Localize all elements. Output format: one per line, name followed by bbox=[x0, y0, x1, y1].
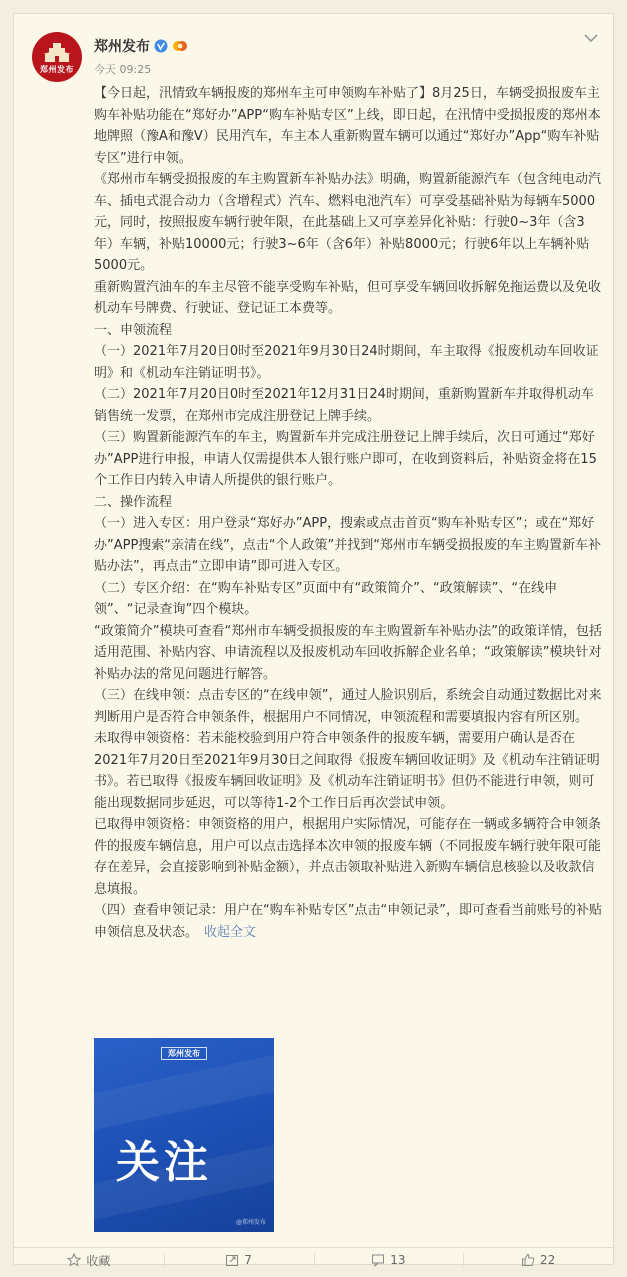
author-row bbox=[94, 36, 188, 56]
image-headline: 关注 bbox=[116, 1137, 212, 1188]
like-button[interactable] bbox=[463, 1248, 613, 1272]
comment-icon bbox=[371, 1253, 385, 1267]
like-count: 22 bbox=[539, 1253, 556, 1267]
verified-icon bbox=[154, 39, 168, 53]
section-heading: 二、操作流程 bbox=[94, 494, 173, 510]
avatar[interactable] bbox=[32, 32, 82, 82]
image-brand-label: 郑州发布 bbox=[161, 1047, 207, 1060]
repost-count: 7 bbox=[244, 1253, 252, 1267]
star-icon bbox=[67, 1253, 81, 1267]
paragraph: （三）购置新能源汽车的车主，购置新车并完成注册登记上牌手续后，次日可通过“郑好办”APP进行申报，申请人仅需提供本人银行账户即可，在收到资料后，补贴资金将在15个工作日内转入申请人所提供的银行账户。 bbox=[94, 430, 597, 488]
comment-count: 13 bbox=[390, 1253, 406, 1267]
weibo-post-card bbox=[13, 13, 614, 1268]
paragraph: 未取得申领资格：若未能校验到用户符合申领条件的报废车辆，需要用户确认是否在2021年7月20日至2021年9月30日之间取得《报废车辆回收证明》及《机动车注销证明书》。若已取得《报废车辆回收证明》及《机动车注销证明书》但仍不能进行申领，则可能出现数据同步延迟，可以等待1-2个工作日后再次尝试申领。 bbox=[94, 731, 600, 811]
paragraph: 【今日起，汛情致车辆报废的郑州车主可申领购车补贴了】8月25日，车辆受损报废车主购车补贴功能在“郑好办”APP“购车补贴专区”上线，即日起，在汛情中受损报废的郑州本地牌照（豫A和豫V）民用汽车，车主本人重新购置车辆可以通过“郑好办”App“购车补贴专区”进行申领。 bbox=[94, 86, 601, 166]
landmark-icon bbox=[41, 40, 73, 64]
paragraph: 已取得申领资格：申领资格的用户，根据用户实际情况，可能存在一辆或多辆符合申领条件的报废车辆信息，用户可以点击选择本次申领的报废车辆（不同报废车辆行驶年限可能存在差异，会直接影响到补贴金额），并点击领取补贴进入新购车辆信息核验以及收款信息填报。 bbox=[94, 817, 602, 897]
favorite-button[interactable] bbox=[14, 1248, 164, 1272]
action-bar bbox=[14, 1248, 613, 1272]
medal-icon[interactable] bbox=[172, 39, 188, 53]
collapse-link[interactable]: 收起全文 bbox=[204, 924, 257, 940]
paragraph: （一）进入专区：用户登录“郑好办”APP，搜索或点击首页“购车补贴专区”；或在“郑好办”APP搜索“亲清在线”，点击“个人政策”并找到“郑州市车辆受损报废的车主购置新车补贴办法”，再点击“立即申请”即可进入专区。 bbox=[94, 516, 601, 574]
image-watermark: @郑州发布 bbox=[235, 1219, 266, 1226]
repost-icon bbox=[225, 1253, 239, 1267]
chevron-down-icon[interactable] bbox=[583, 32, 599, 44]
author-name[interactable]: 郑州发布 bbox=[94, 39, 150, 55]
image-brand bbox=[94, 1048, 274, 1059]
section-heading: 一、申领流程 bbox=[94, 322, 173, 338]
repost-button[interactable] bbox=[164, 1248, 314, 1272]
comment-button[interactable] bbox=[314, 1248, 464, 1272]
last-paragraph bbox=[94, 900, 602, 943]
paragraph-text: （四）查看申领记录：用户在“购车补贴专区”点击“申领记录”，即可查看当前账号的补贴申领信息及状态。 bbox=[94, 903, 602, 940]
paragraph: （二）2021年7月20日0时至2021年12月31日24时期间，重新购置新车并取得机动车销售统一发票，在郑州市完成注册登记上牌手续。 bbox=[94, 387, 594, 424]
paragraph: 《郑州市车辆受损报废的车主购置新车补贴办法》明确，购置新能源汽车（包含纯电动汽车、插电式混合动力（含增程式）汽车、燃料电池汽车）可享受基础补贴为每辆车5000元，同时，按照报废车辆行驶年限，在此基础上又可享差异化补贴：行驶0~3年（含3年）车辆，补贴10000元；行驶3~6年（含6年）补贴8000元；行驶6年以上车辆补贴5000元。 bbox=[94, 172, 602, 273]
paragraph: （二）专区介绍：在“购车补贴专区”页面中有“政策简介”、“政策解读”、“在线申领”、“记录查询”四个模块。 bbox=[94, 580, 558, 617]
paragraph: （一）2021年7月20日0时至2021年9月30日24时期间，车主取得《报废机动车回收证明》和《机动车注销证明书》。 bbox=[94, 344, 599, 381]
avatar-logo-text: 郑州发布 bbox=[40, 65, 74, 74]
post-time[interactable]: 今天 09:25 bbox=[94, 63, 152, 76]
paragraph: （三）在线申领：点击专区的“在线申领”，通过人脸识别后，系统会自动通过数据比对来判断用户是否符合申领条件，根据用户不同情况，申领流程和需要填报内容有所区别。 bbox=[94, 688, 602, 725]
thumbs-up-icon bbox=[521, 1253, 535, 1267]
favorite-label: 收藏 bbox=[86, 1253, 111, 1268]
post-image[interactable] bbox=[94, 1038, 274, 1232]
paragraph: 重新购置汽油车的车主尽管不能享受购车补贴，但可享受车辆回收拆解免拖运费以及免收机动车号牌费、行驶证、登记证工本费等。 bbox=[94, 279, 602, 316]
paragraph: “政策简介”模块可查看“郑州市车辆受损报废的车主购置新车补贴办法”的政策详情，包括适用范围、补贴内容、申请流程以及报废机动车回收拆解企业名单；“政策解读”模块针对补贴办法的常见问题进行解答。 bbox=[94, 623, 602, 682]
post-content bbox=[94, 83, 602, 943]
